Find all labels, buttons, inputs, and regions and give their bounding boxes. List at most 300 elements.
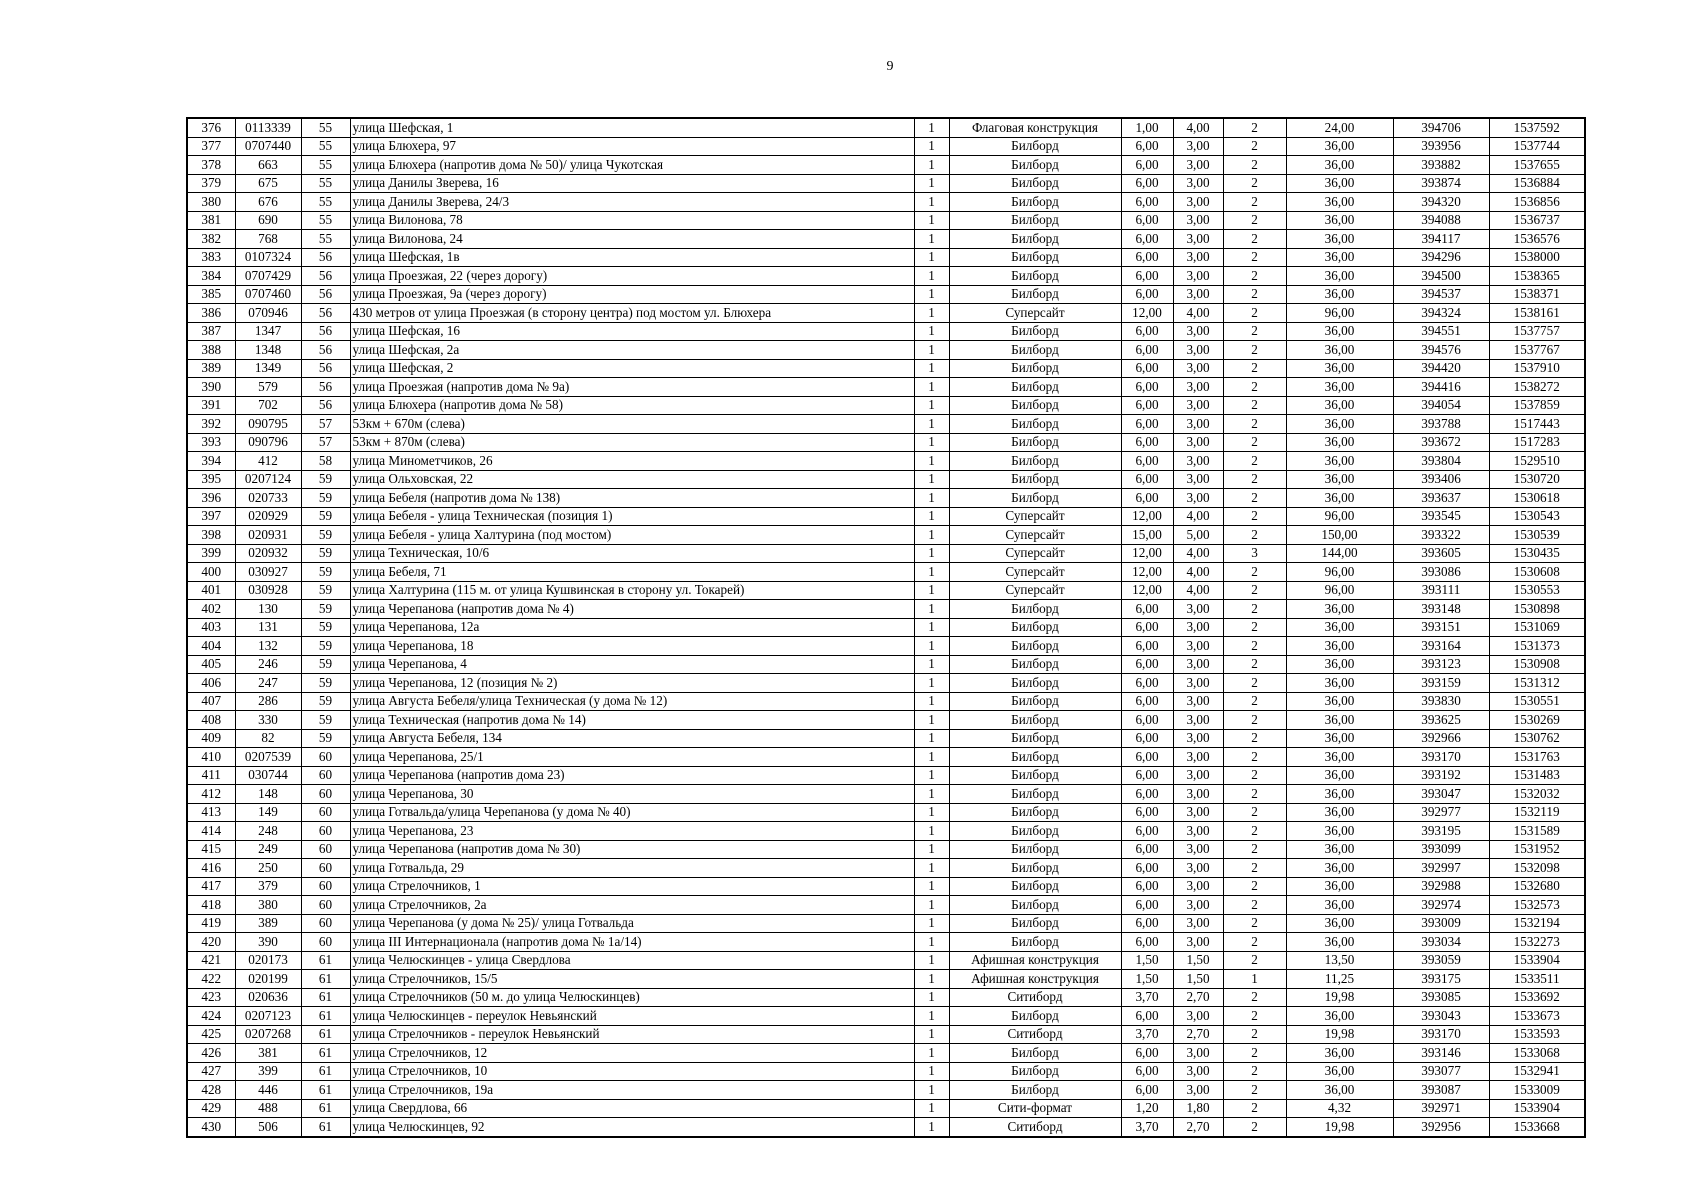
row-number-cell: 415 <box>187 840 235 859</box>
zone-number-cell: 61 <box>301 1007 350 1026</box>
row-number-cell: 420 <box>187 933 235 952</box>
coord-x-cell: 392977 <box>1393 803 1489 822</box>
sides-count-cell: 2 <box>1223 267 1286 286</box>
coord-y-cell: 1536856 <box>1489 193 1585 212</box>
address-cell: улица Шефская, 1 <box>350 118 914 137</box>
construction-id-cell: 579 <box>235 378 301 397</box>
address-cell: улица Стрелочников (50 м. до улица Челюскинцев) <box>350 988 914 1007</box>
row-number-cell: 381 <box>187 211 235 230</box>
width-cell: 6,00 <box>1121 470 1173 489</box>
address-cell: улица Бебеля, 71 <box>350 563 914 582</box>
construction-type-cell: Билборд <box>949 156 1121 175</box>
address-cell: улица Свердлова, 66 <box>350 1099 914 1118</box>
construction-id-cell: 0207268 <box>235 1025 301 1044</box>
area-cell: 36,00 <box>1286 711 1393 730</box>
construction-type-cell: Билборд <box>949 785 1121 804</box>
width-cell: 6,00 <box>1121 1007 1173 1026</box>
construction-type-cell: Суперсайт <box>949 544 1121 563</box>
area-cell: 36,00 <box>1286 359 1393 378</box>
width-cell: 6,00 <box>1121 341 1173 360</box>
height-cell: 3,00 <box>1173 766 1223 785</box>
quantity-cell: 1 <box>914 507 949 526</box>
address-cell: улица Стрелочников, 19а <box>350 1081 914 1100</box>
sides-count-cell: 2 <box>1223 748 1286 767</box>
table-body <box>187 118 1585 1137</box>
construction-id-cell: 0107324 <box>235 248 301 267</box>
height-cell: 3,00 <box>1173 748 1223 767</box>
coord-x-cell: 393175 <box>1393 970 1489 989</box>
area-cell: 36,00 <box>1286 156 1393 175</box>
sides-count-cell: 2 <box>1223 452 1286 471</box>
construction-id-cell: 020929 <box>235 507 301 526</box>
coord-x-cell: 394416 <box>1393 378 1489 397</box>
coord-x-cell: 393099 <box>1393 840 1489 859</box>
height-cell: 3,00 <box>1173 822 1223 841</box>
width-cell: 6,00 <box>1121 674 1173 693</box>
table-row <box>187 766 1585 785</box>
quantity-cell: 1 <box>914 970 949 989</box>
sides-count-cell: 2 <box>1223 304 1286 323</box>
quantity-cell: 1 <box>914 248 949 267</box>
coord-x-cell: 393047 <box>1393 785 1489 804</box>
row-number-cell: 378 <box>187 156 235 175</box>
sides-count-cell: 2 <box>1223 1007 1286 1026</box>
coord-y-cell: 1533904 <box>1489 951 1585 970</box>
area-cell: 36,00 <box>1286 415 1393 434</box>
quantity-cell: 1 <box>914 526 949 545</box>
height-cell: 3,00 <box>1173 285 1223 304</box>
coord-x-cell: 392966 <box>1393 729 1489 748</box>
quantity-cell: 1 <box>914 563 949 582</box>
construction-type-cell: Суперсайт <box>949 507 1121 526</box>
address-cell: улица Бебеля (напротив дома № 138) <box>350 489 914 508</box>
width-cell: 3,70 <box>1121 988 1173 1007</box>
zone-number-cell: 59 <box>301 563 350 582</box>
area-cell: 36,00 <box>1286 600 1393 619</box>
address-cell: улица Данилы Зверева, 24/3 <box>350 193 914 212</box>
zone-number-cell: 56 <box>301 378 350 397</box>
sides-count-cell: 2 <box>1223 211 1286 230</box>
construction-type-cell: Билборд <box>949 933 1121 952</box>
construction-id-cell: 330 <box>235 711 301 730</box>
zone-number-cell: 57 <box>301 433 350 452</box>
zone-number-cell: 61 <box>301 988 350 1007</box>
zone-number-cell: 59 <box>301 711 350 730</box>
sides-count-cell: 2 <box>1223 156 1286 175</box>
sides-count-cell: 2 <box>1223 563 1286 582</box>
sides-count-cell: 2 <box>1223 655 1286 674</box>
address-cell: 430 метров от улица Проезжая (в сторону центра) под мостом ул. Блюхера <box>350 304 914 323</box>
quantity-cell: 1 <box>914 156 949 175</box>
width-cell: 6,00 <box>1121 267 1173 286</box>
zone-number-cell: 59 <box>301 655 350 674</box>
table-row <box>187 378 1585 397</box>
address-cell: улица Готвальда, 29 <box>350 859 914 878</box>
construction-id-cell: 1349 <box>235 359 301 378</box>
coord-y-cell: 1537859 <box>1489 396 1585 415</box>
construction-type-cell: Билборд <box>949 489 1121 508</box>
sides-count-cell: 2 <box>1223 840 1286 859</box>
quantity-cell: 1 <box>914 452 949 471</box>
coord-y-cell: 1530908 <box>1489 655 1585 674</box>
height-cell: 1,80 <box>1173 1099 1223 1118</box>
height-cell: 4,00 <box>1173 563 1223 582</box>
height-cell: 3,00 <box>1173 322 1223 341</box>
coord-x-cell: 393151 <box>1393 618 1489 637</box>
sides-count-cell: 2 <box>1223 988 1286 1007</box>
construction-id-cell: 020173 <box>235 951 301 970</box>
table-row <box>187 248 1585 267</box>
area-cell: 36,00 <box>1286 618 1393 637</box>
table-row <box>187 526 1585 545</box>
coord-y-cell: 1530898 <box>1489 600 1585 619</box>
area-cell: 36,00 <box>1286 822 1393 841</box>
width-cell: 6,00 <box>1121 766 1173 785</box>
table-row <box>187 970 1585 989</box>
sides-count-cell: 2 <box>1223 1062 1286 1081</box>
height-cell: 3,00 <box>1173 692 1223 711</box>
table-row <box>187 933 1585 952</box>
coord-y-cell: 1532098 <box>1489 859 1585 878</box>
address-cell: улица Шефская, 16 <box>350 322 914 341</box>
row-number-cell: 397 <box>187 507 235 526</box>
construction-id-cell: 248 <box>235 822 301 841</box>
quantity-cell: 1 <box>914 618 949 637</box>
zone-number-cell: 59 <box>301 637 350 656</box>
area-cell: 36,00 <box>1286 452 1393 471</box>
sides-count-cell: 2 <box>1223 896 1286 915</box>
coord-x-cell: 393009 <box>1393 914 1489 933</box>
zone-number-cell: 57 <box>301 415 350 434</box>
row-number-cell: 405 <box>187 655 235 674</box>
zone-number-cell: 61 <box>301 1062 350 1081</box>
construction-type-cell: Билборд <box>949 600 1121 619</box>
sides-count-cell: 1 <box>1223 970 1286 989</box>
table-row <box>187 877 1585 896</box>
height-cell: 3,00 <box>1173 452 1223 471</box>
zone-number-cell: 60 <box>301 859 350 878</box>
coord-x-cell: 393956 <box>1393 137 1489 156</box>
row-number-cell: 393 <box>187 433 235 452</box>
quantity-cell: 1 <box>914 822 949 841</box>
quantity-cell: 1 <box>914 655 949 674</box>
coord-x-cell: 393043 <box>1393 1007 1489 1026</box>
quantity-cell: 1 <box>914 914 949 933</box>
table-row <box>187 156 1585 175</box>
width-cell: 6,00 <box>1121 896 1173 915</box>
quantity-cell: 1 <box>914 766 949 785</box>
quantity-cell: 1 <box>914 581 949 600</box>
row-number-cell: 379 <box>187 174 235 193</box>
construction-type-cell: Ситиборд <box>949 1118 1121 1137</box>
height-cell: 3,00 <box>1173 489 1223 508</box>
construction-id-cell: 768 <box>235 230 301 249</box>
row-number-cell: 377 <box>187 137 235 156</box>
construction-type-cell: Билборд <box>949 230 1121 249</box>
table-row <box>187 211 1585 230</box>
height-cell: 3,00 <box>1173 341 1223 360</box>
construction-type-cell: Билборд <box>949 840 1121 859</box>
row-number-cell: 413 <box>187 803 235 822</box>
address-cell: улица Готвальда/улица Черепанова (у дома № 40) <box>350 803 914 822</box>
address-cell: улица Техническая, 10/6 <box>350 544 914 563</box>
construction-id-cell: 0707460 <box>235 285 301 304</box>
row-number-cell: 394 <box>187 452 235 471</box>
height-cell: 2,70 <box>1173 1025 1223 1044</box>
row-number-cell: 416 <box>187 859 235 878</box>
construction-type-cell: Билборд <box>949 137 1121 156</box>
width-cell: 6,00 <box>1121 1062 1173 1081</box>
table-row <box>187 1081 1585 1100</box>
height-cell: 4,00 <box>1173 507 1223 526</box>
height-cell: 2,70 <box>1173 988 1223 1007</box>
table-row <box>187 267 1585 286</box>
sides-count-cell: 2 <box>1223 674 1286 693</box>
coord-x-cell: 393830 <box>1393 692 1489 711</box>
construction-id-cell: 020931 <box>235 526 301 545</box>
height-cell: 3,00 <box>1173 896 1223 915</box>
table-row <box>187 489 1585 508</box>
area-cell: 36,00 <box>1286 1044 1393 1063</box>
construction-id-cell: 702 <box>235 396 301 415</box>
row-number-cell: 396 <box>187 489 235 508</box>
construction-id-cell: 380 <box>235 896 301 915</box>
area-cell: 36,00 <box>1286 1007 1393 1026</box>
construction-type-cell: Билборд <box>949 766 1121 785</box>
address-cell: улица Черепанова, 12а <box>350 618 914 637</box>
area-cell: 36,00 <box>1286 933 1393 952</box>
quantity-cell: 1 <box>914 877 949 896</box>
coord-x-cell: 394420 <box>1393 359 1489 378</box>
address-cell: улица Бебеля - улица Техническая (позиция 1) <box>350 507 914 526</box>
construction-id-cell: 132 <box>235 637 301 656</box>
address-cell: улица Блюхера (напротив дома № 58) <box>350 396 914 415</box>
zone-number-cell: 56 <box>301 359 350 378</box>
zone-number-cell: 60 <box>301 822 350 841</box>
address-cell: улица Черепанова, 4 <box>350 655 914 674</box>
row-number-cell: 427 <box>187 1062 235 1081</box>
construction-id-cell: 446 <box>235 1081 301 1100</box>
address-cell: улица Бебеля - улица Халтурина (под мостом) <box>350 526 914 545</box>
coord-x-cell: 393605 <box>1393 544 1489 563</box>
area-cell: 150,00 <box>1286 526 1393 545</box>
coord-y-cell: 1531373 <box>1489 637 1585 656</box>
height-cell: 3,00 <box>1173 193 1223 212</box>
area-cell: 19,98 <box>1286 1118 1393 1137</box>
sides-count-cell: 2 <box>1223 322 1286 341</box>
height-cell: 3,00 <box>1173 137 1223 156</box>
height-cell: 3,00 <box>1173 156 1223 175</box>
sides-count-cell: 2 <box>1223 489 1286 508</box>
table-row <box>187 785 1585 804</box>
construction-id-cell: 389 <box>235 914 301 933</box>
width-cell: 1,50 <box>1121 951 1173 970</box>
width-cell: 12,00 <box>1121 581 1173 600</box>
construction-type-cell: Билборд <box>949 396 1121 415</box>
height-cell: 4,00 <box>1173 304 1223 323</box>
quantity-cell: 1 <box>914 840 949 859</box>
coord-y-cell: 1536737 <box>1489 211 1585 230</box>
height-cell: 3,00 <box>1173 1044 1223 1063</box>
zone-number-cell: 60 <box>301 748 350 767</box>
width-cell: 6,00 <box>1121 618 1173 637</box>
width-cell: 6,00 <box>1121 822 1173 841</box>
coord-x-cell: 393123 <box>1393 655 1489 674</box>
width-cell: 12,00 <box>1121 563 1173 582</box>
coord-y-cell: 1537744 <box>1489 137 1585 156</box>
quantity-cell: 1 <box>914 859 949 878</box>
coord-x-cell: 394296 <box>1393 248 1489 267</box>
area-cell: 36,00 <box>1286 840 1393 859</box>
table-row <box>187 600 1585 619</box>
quantity-cell: 1 <box>914 267 949 286</box>
row-number-cell: 424 <box>187 1007 235 1026</box>
row-number-cell: 428 <box>187 1081 235 1100</box>
width-cell: 6,00 <box>1121 859 1173 878</box>
construction-type-cell: Билборд <box>949 1044 1121 1063</box>
page-number: 9 <box>886 59 894 74</box>
coord-x-cell: 394706 <box>1393 118 1489 137</box>
address-cell: улица Черепанова, 12 (позиция № 2) <box>350 674 914 693</box>
height-cell: 3,00 <box>1173 637 1223 656</box>
coord-y-cell: 1538371 <box>1489 285 1585 304</box>
quantity-cell: 1 <box>914 1081 949 1100</box>
construction-id-cell: 0207124 <box>235 470 301 489</box>
construction-type-cell: Суперсайт <box>949 304 1121 323</box>
sides-count-cell: 2 <box>1223 359 1286 378</box>
address-cell: улица Черепанова (напротив дома 23) <box>350 766 914 785</box>
table-row <box>187 618 1585 637</box>
address-cell: улица Халтурина (115 м. от улица Кушвинская в сторону ул. Токарей) <box>350 581 914 600</box>
height-cell: 3,00 <box>1173 378 1223 397</box>
address-cell: улица Стрелочников - переулок Невьянский <box>350 1025 914 1044</box>
area-cell: 36,00 <box>1286 137 1393 156</box>
address-cell: улица Стрелочников, 12 <box>350 1044 914 1063</box>
width-cell: 6,00 <box>1121 156 1173 175</box>
area-cell: 36,00 <box>1286 470 1393 489</box>
address-cell: улица Черепанова (напротив дома № 30) <box>350 840 914 859</box>
row-number-cell: 399 <box>187 544 235 563</box>
construction-type-cell: Суперсайт <box>949 563 1121 582</box>
coord-y-cell: 1533068 <box>1489 1044 1585 1063</box>
construction-id-cell: 020636 <box>235 988 301 1007</box>
row-number-cell: 422 <box>187 970 235 989</box>
coord-x-cell: 393034 <box>1393 933 1489 952</box>
sides-count-cell: 2 <box>1223 396 1286 415</box>
zone-number-cell: 61 <box>301 1044 350 1063</box>
construction-type-cell: Билборд <box>949 174 1121 193</box>
address-cell: 53км + 670м (слева) <box>350 415 914 434</box>
address-cell: улица Проезжая, 22 (через дорогу) <box>350 267 914 286</box>
zone-number-cell: 55 <box>301 118 350 137</box>
area-cell: 36,00 <box>1286 489 1393 508</box>
address-cell: улица Блюхера, 97 <box>350 137 914 156</box>
zone-number-cell: 59 <box>301 470 350 489</box>
construction-type-cell: Билборд <box>949 637 1121 656</box>
quantity-cell: 1 <box>914 1025 949 1044</box>
table-row <box>187 415 1585 434</box>
area-cell: 36,00 <box>1286 230 1393 249</box>
area-cell: 24,00 <box>1286 118 1393 137</box>
row-number-cell: 398 <box>187 526 235 545</box>
sides-count-cell: 2 <box>1223 230 1286 249</box>
row-number-cell: 421 <box>187 951 235 970</box>
address-cell: улица Челюскинцев, 92 <box>350 1118 914 1137</box>
area-cell: 36,00 <box>1286 396 1393 415</box>
area-cell: 19,98 <box>1286 1025 1393 1044</box>
address-cell: улица Стрелочников, 10 <box>350 1062 914 1081</box>
coord-y-cell: 1538365 <box>1489 267 1585 286</box>
width-cell: 6,00 <box>1121 211 1173 230</box>
width-cell: 6,00 <box>1121 877 1173 896</box>
coord-y-cell: 1531483 <box>1489 766 1585 785</box>
area-cell: 96,00 <box>1286 563 1393 582</box>
coord-y-cell: 1537592 <box>1489 118 1585 137</box>
coord-x-cell: 393192 <box>1393 766 1489 785</box>
address-cell: улица Проезжая, 9а (через дорогу) <box>350 285 914 304</box>
area-cell: 36,00 <box>1286 766 1393 785</box>
quantity-cell: 1 <box>914 988 949 1007</box>
construction-id-cell: 0707429 <box>235 267 301 286</box>
sides-count-cell: 2 <box>1223 433 1286 452</box>
address-cell: улица Стрелочников, 2а <box>350 896 914 915</box>
sides-count-cell: 2 <box>1223 822 1286 841</box>
row-number-cell: 386 <box>187 304 235 323</box>
quantity-cell: 1 <box>914 174 949 193</box>
table-row <box>187 840 1585 859</box>
address-cell: улица Техническая (напротив дома № 14) <box>350 711 914 730</box>
construction-type-cell: Флаговая конструкция <box>949 118 1121 137</box>
zone-number-cell: 56 <box>301 285 350 304</box>
address-cell: улица III Интернационала (напротив дома № 1а/14) <box>350 933 914 952</box>
coord-y-cell: 1536576 <box>1489 230 1585 249</box>
construction-type-cell: Сити-формат <box>949 1099 1121 1118</box>
sides-count-cell: 2 <box>1223 803 1286 822</box>
width-cell: 6,00 <box>1121 933 1173 952</box>
height-cell: 3,00 <box>1173 433 1223 452</box>
coord-x-cell: 393085 <box>1393 988 1489 1007</box>
row-number-cell: 414 <box>187 822 235 841</box>
construction-type-cell: Афишная конструкция <box>949 951 1121 970</box>
construction-id-cell: 381 <box>235 1044 301 1063</box>
quantity-cell: 1 <box>914 803 949 822</box>
table-row <box>187 803 1585 822</box>
quantity-cell: 1 <box>914 433 949 452</box>
zone-number-cell: 55 <box>301 137 350 156</box>
height-cell: 3,00 <box>1173 803 1223 822</box>
coord-x-cell: 392997 <box>1393 859 1489 878</box>
construction-id-cell: 020932 <box>235 544 301 563</box>
height-cell: 3,00 <box>1173 267 1223 286</box>
zone-number-cell: 60 <box>301 896 350 915</box>
table-row <box>187 1044 1585 1063</box>
coord-y-cell: 1533511 <box>1489 970 1585 989</box>
coord-y-cell: 1531312 <box>1489 674 1585 693</box>
height-cell: 3,00 <box>1173 655 1223 674</box>
sides-count-cell: 2 <box>1223 729 1286 748</box>
coord-x-cell: 393788 <box>1393 415 1489 434</box>
width-cell: 6,00 <box>1121 711 1173 730</box>
table-row <box>187 729 1585 748</box>
area-cell: 96,00 <box>1286 581 1393 600</box>
quantity-cell: 1 <box>914 285 949 304</box>
coord-x-cell: 393170 <box>1393 748 1489 767</box>
sides-count-cell: 2 <box>1223 877 1286 896</box>
width-cell: 6,00 <box>1121 396 1173 415</box>
coord-y-cell: 1538272 <box>1489 378 1585 397</box>
height-cell: 3,00 <box>1173 618 1223 637</box>
coord-x-cell: 392988 <box>1393 877 1489 896</box>
